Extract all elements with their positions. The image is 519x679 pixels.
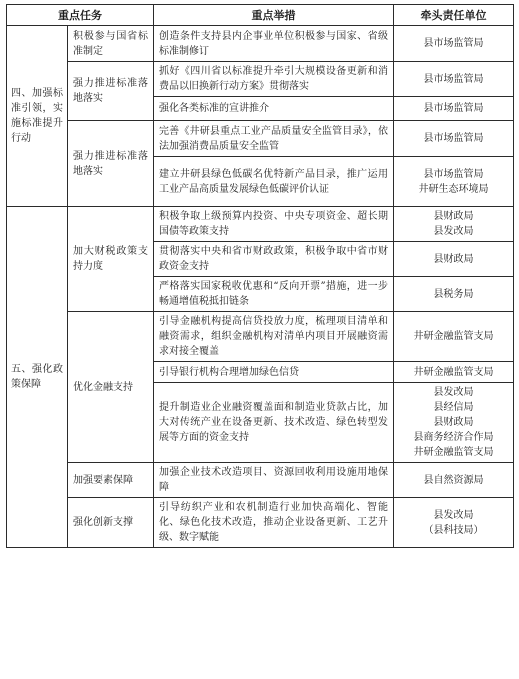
subtask-cell: 强力推进标准落地落实 [68,121,154,207]
measure-cell: 引导金融机构提高信贷投放力度，梳理项目清单和融资需求，组织金融机构对清单内项目开展融资需求对接全覆盖 [154,312,394,362]
unit-name: 县财政局 [433,417,474,428]
measure-cell: 引导纺织产业和农机制造行业加快高端化、智能化、绿色化技术改造，推动企业设备更新、工艺升级、数字赋能 [154,498,394,548]
measure-cell: 完善《井研县重点工业产品质量安全监管目录》，依法加强消费品质量安全监管 [154,121,394,157]
unit-name: 县发改局 [433,226,474,237]
measure-cell: 贯彻落实中央和省市财政政策，积极争取中省市财政资金支持 [154,242,394,277]
unit-cell [394,463,514,498]
unit-name: 县财政局 [433,253,474,265]
subtask-cell: 强力推进标准落地落实 [68,62,154,121]
unit-name: 县市场监管局 [423,73,484,85]
subtask-cell: 优化金融支持 [68,312,154,463]
unit-name: 县市场监管局 [423,38,484,49]
table-row [7,207,514,242]
unit-cell [394,277,514,312]
unit-cell [394,121,514,157]
table-row [7,498,514,548]
measure-cell: 加强企业技术改造项目、资源回收利用设施用地保障 [154,463,394,498]
measure-cell: 提升制造业企业融资覆盖面和制造业贷款占比，加大对传统产业在设备更新、技术改造、绿色转型发展等方面的资金支持 [154,383,394,463]
unit-name: 县发改局 [433,387,474,398]
unit-cell [394,498,514,548]
unit-name: 井研金融监管支局 [413,366,494,378]
measure-cell: 引导银行机构合理增加绿色信贷 [154,362,394,383]
header-task: 重点任务 [7,5,154,26]
subtask-cell: 加强要素保障 [68,463,154,498]
measure-cell: 抓好《四川省以标准提升牵引大规模设备更新和消费品以旧换新行动方案》贯彻落实 [154,62,394,97]
subtask-cell: 加大财税政策支持力度 [68,207,154,312]
unit-name: 县发改局 [433,509,474,521]
subtask-cell: 强化创新支撑 [68,498,154,548]
unit-name: （县科技局） [423,524,484,536]
unit-name: 县市场监管局 [423,133,484,144]
unit-name: 县经信局 [433,402,474,413]
measure-cell: 建立井研县绿色低碳名优特新产品目录，推广运用工业产品高质量发展绿色低碳评价认证 [154,157,394,207]
measure-cell: 积极争取上级预算内投资、中央专项资金、超长期国债等政策支持 [154,207,394,242]
task-cell: 五、强化政策保障 [7,207,68,548]
unit-name: 县自然资源局 [423,474,484,486]
task-table [6,4,514,548]
unit-cell [394,362,514,383]
header-unit: 牵头责任单位 [394,5,514,26]
unit-name: 县财政局 [433,211,474,222]
unit-cell [394,312,514,362]
table-row [7,62,514,97]
table-row [7,312,514,362]
measure-cell: 创造条件支持县内企事业单位积极参与国家、省级标准制修订 [154,26,394,62]
table-body [7,26,514,548]
subtask-cell: 积极参与国省标准制定 [68,26,154,62]
unit-cell [394,242,514,277]
task-cell: 四、加强标准引领，实施标准提升行动 [7,26,68,207]
unit-name: 县税务局 [433,288,474,300]
unit-cell [394,207,514,242]
measure-cell: 强化各类标准的宣讲推介 [154,97,394,121]
unit-cell [394,97,514,121]
measure-cell: 严格落实国家税收优惠和“反向开票”措施，进一步畅通增值税抵扣链条 [154,277,394,312]
unit-cell [394,26,514,62]
unit-cell [394,157,514,207]
unit-cell [394,62,514,97]
unit-name: 井研金融监管支局 [413,331,494,342]
unit-name: 县市场监管局 [423,103,484,114]
table-row [7,463,514,498]
unit-cell [394,383,514,463]
header-measure: 重点举措 [154,5,394,26]
table-header-row [7,5,514,26]
unit-name: 井研生态环境局 [418,183,489,195]
unit-name: 县市场监管局 [423,168,484,180]
unit-name: 井研金融监管支局 [413,447,494,458]
table-row [7,121,514,157]
table-row [7,26,514,62]
unit-name: 县商务经济合作局 [413,432,494,443]
